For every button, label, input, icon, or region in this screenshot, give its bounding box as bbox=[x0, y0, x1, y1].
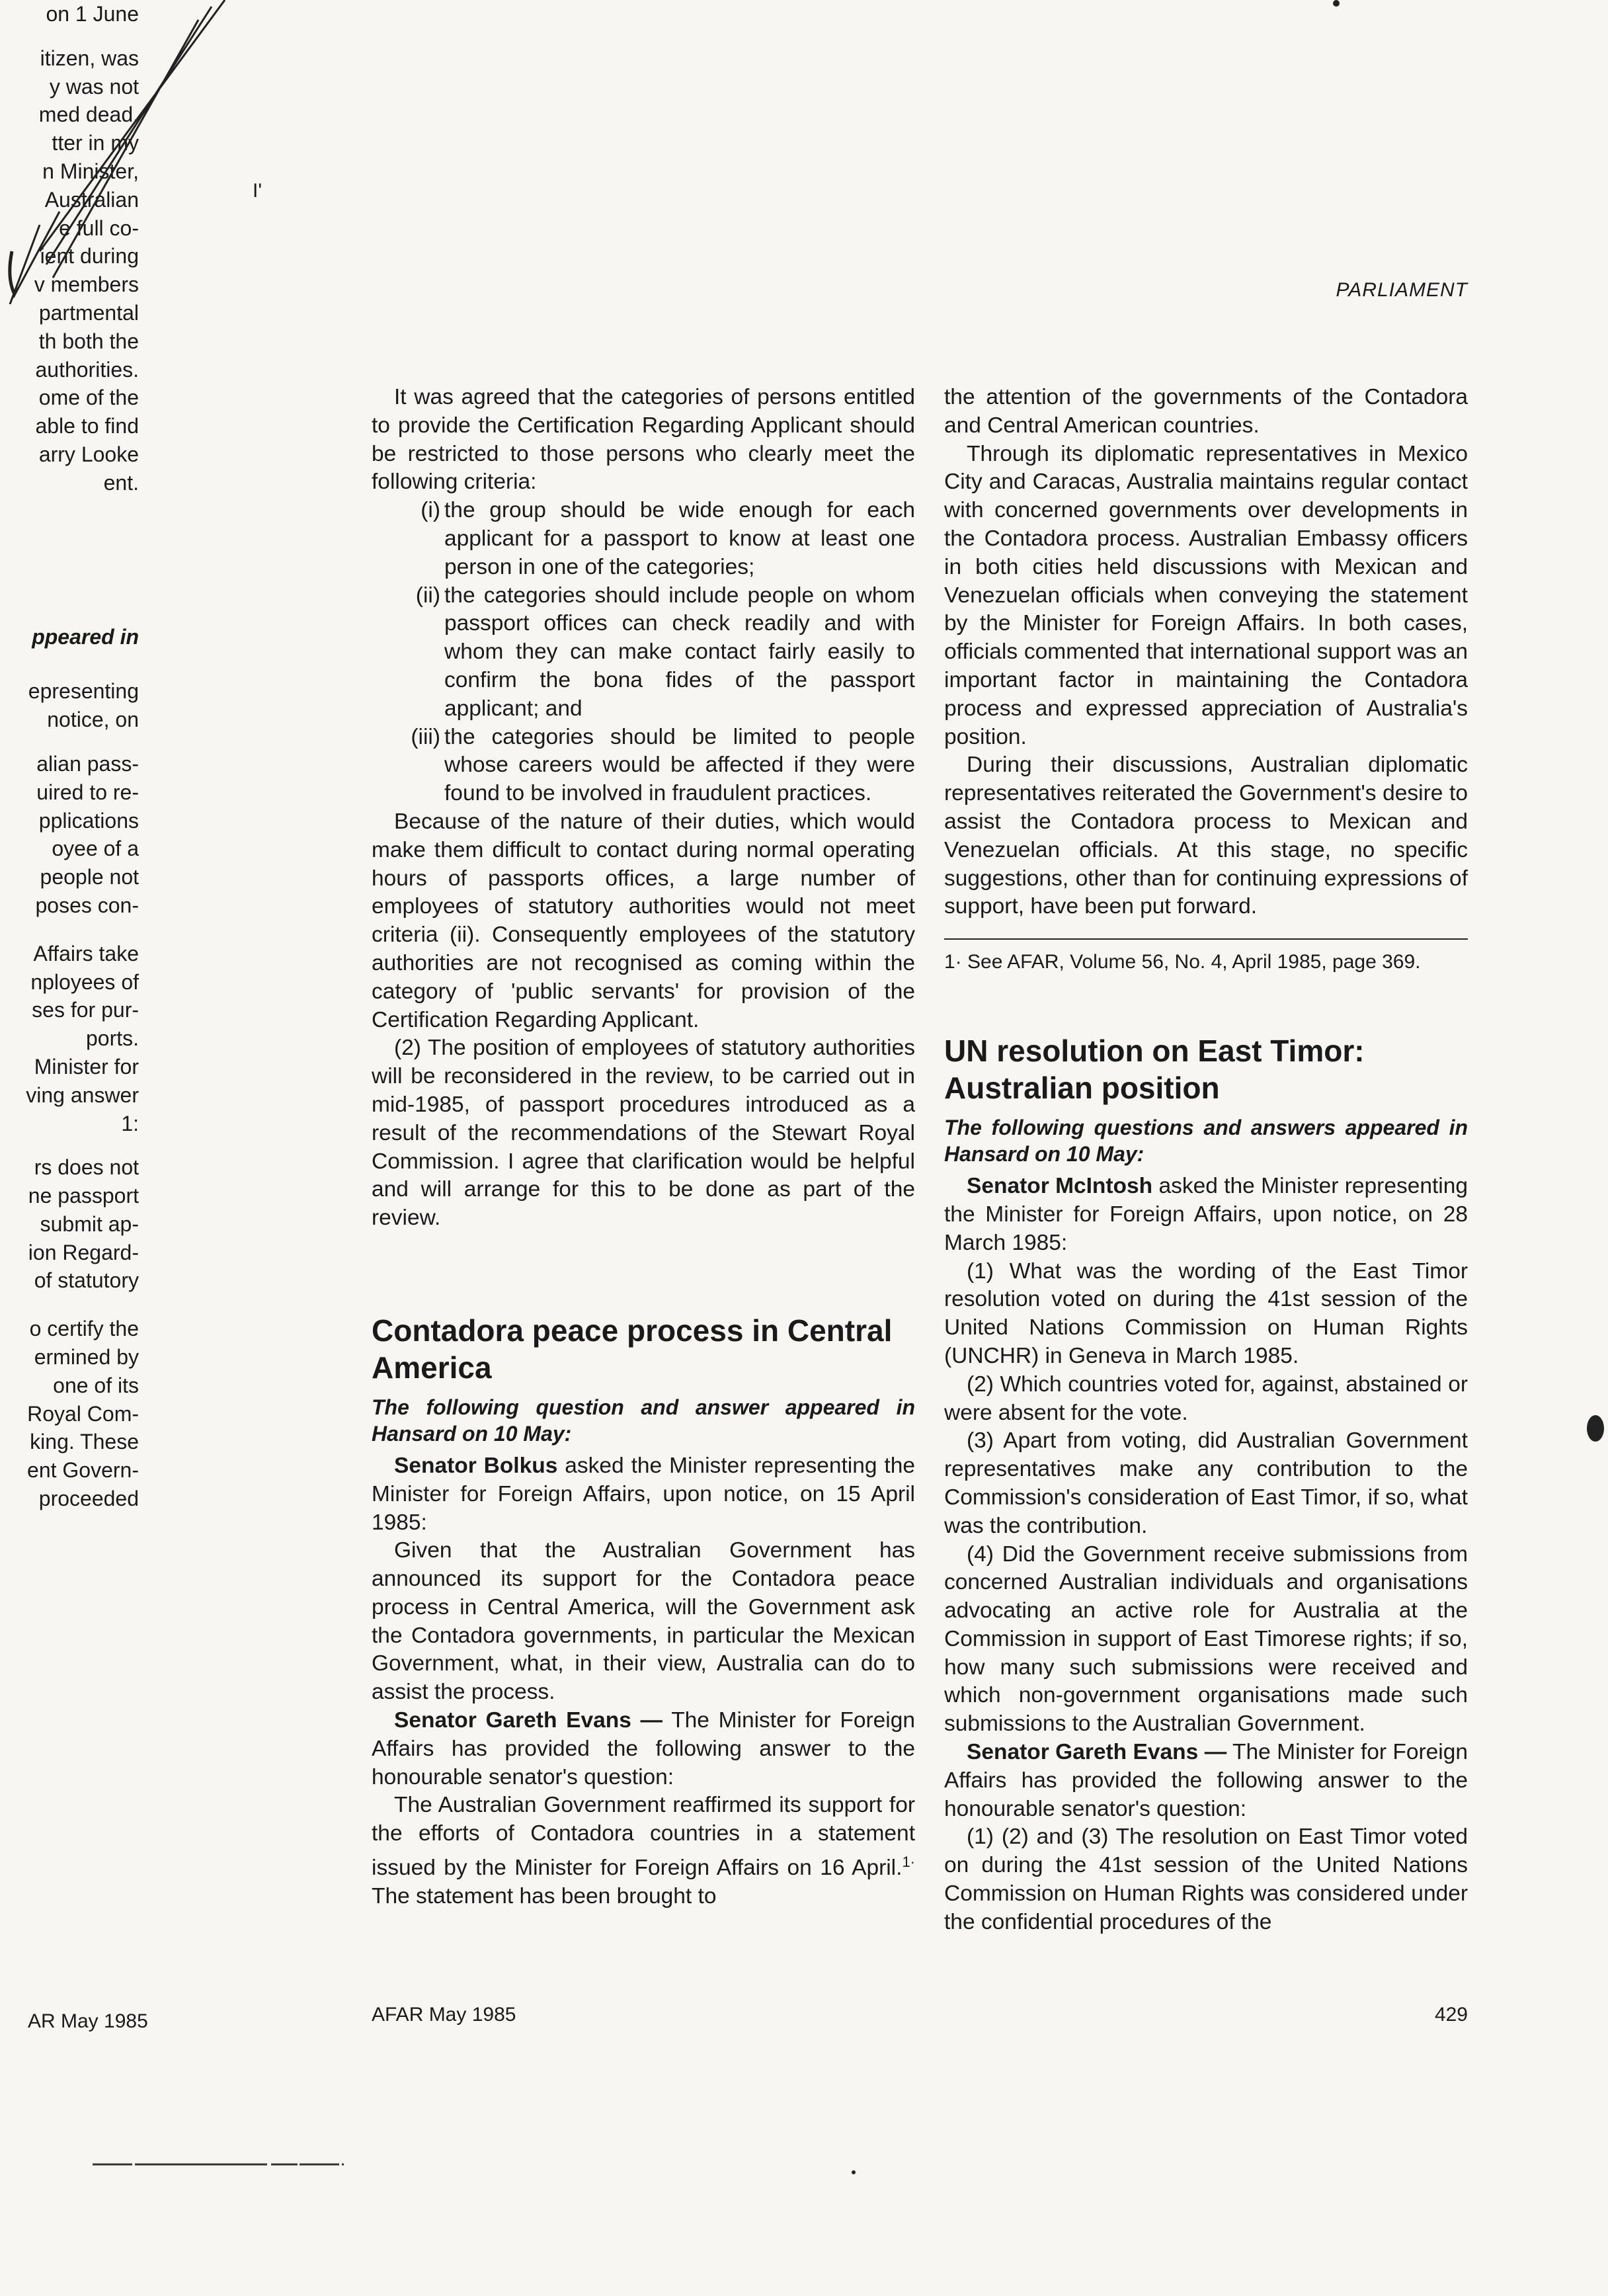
fragment-line: 1: bbox=[121, 1111, 139, 1135]
answer-text: The Minister for Foreign Affairs has provided the following answer to the honourable senator's question: bbox=[372, 1708, 916, 1789]
question-text: asked the Minister representing the Minister for Foreign Affairs, upon notice, on 15 April 1985: bbox=[372, 1453, 915, 1535]
criterion-item bbox=[372, 723, 915, 808]
fragment-line: Australian bbox=[44, 187, 139, 212]
page-footer-journal: AFAR May 1985 bbox=[372, 2004, 516, 2026]
fragment-spacer bbox=[0, 497, 139, 623]
fragment-line: uired to re- bbox=[36, 780, 139, 804]
fragment-line: of statutory bbox=[34, 1268, 139, 1293]
fragment-line: med dead. bbox=[38, 102, 139, 127]
contadora-intro: The following question and answer appeared in Hansard on 10 May: bbox=[372, 1395, 915, 1446]
fragment-spacer bbox=[0, 734, 139, 750]
fragment-line: ermined by bbox=[34, 1345, 139, 1370]
east-timor-answer bbox=[944, 1739, 1468, 1823]
fragment-spacer bbox=[0, 920, 139, 940]
scan-tick-mark: I' bbox=[253, 180, 262, 202]
review-paragraph: (2) The position of employees of statutory authorities will be reconsidered in the review, to be carried out in mid-1985, of passport procedures introduced as a result of the recommendations of the Stewart Royal Commission. I agree that clarification would be helpful and will arrange for this to be done as part of the review. bbox=[372, 1036, 915, 1231]
fragment-line: ppeared in bbox=[32, 624, 139, 649]
fragment-spacer bbox=[0, 1295, 139, 1315]
criterion-number: (ii) bbox=[415, 583, 440, 608]
fragment-line: ne passport bbox=[28, 1184, 139, 1208]
fragment-line: ome of the bbox=[38, 386, 139, 410]
discussions-paragraph: During their discussions, Australian diplomatic representatives reiterated the Government's desire to assist the Contadora process to Mexican and Venezuelan officials. At this stage, no specific suggestions, other than for continuing expressions of support, have been put forward. bbox=[944, 753, 1468, 919]
fragment-line: e full co- bbox=[59, 216, 139, 240]
question-speaker: Senator McIntosh bbox=[967, 1174, 1153, 1199]
fragment-line: ports. bbox=[85, 1026, 139, 1051]
fragment-line: ient during bbox=[40, 244, 139, 268]
fragment-line: authorities. bbox=[35, 357, 139, 382]
fragment-spacer bbox=[0, 651, 139, 677]
statutory-paragraph: Because of the nature of their duties, which would make them difficult to contact during normal operating hours of passports offices, a large number of employees of statutory authorities would not meet criteria (ii). Consequently employees of the statutory authorities are not recognised as coming within the category of 'public servants' for provision of the Certification Regarding Applicant. bbox=[372, 809, 915, 1032]
fragment-line: th both the bbox=[38, 329, 139, 353]
fragment-line: partmental bbox=[38, 300, 139, 325]
fragment-line: v members bbox=[34, 272, 139, 297]
page-number: 429 bbox=[1434, 2004, 1468, 2026]
criterion-text: the group should be wide enough for each applicant for a passport to know at least one person in one of the categories; bbox=[444, 498, 915, 579]
answer-body-text: The Australian Government reaffirmed its support for the efforts of Contadora countries in a statement issued by the Minister for Foreign Affairs on 16 April. bbox=[372, 1793, 915, 1881]
scan-speck bbox=[1587, 1415, 1604, 1442]
east-timor-heading: UN resolution on East Timor: Australian position bbox=[944, 1034, 1365, 1106]
fragment-line: people not bbox=[40, 865, 139, 889]
scan-speck bbox=[852, 2170, 856, 2174]
right-column bbox=[944, 384, 1468, 1937]
fragment-line: submit ap- bbox=[40, 1211, 139, 1236]
pen-scribble-mark bbox=[0, 0, 238, 304]
fragment-line: king. These bbox=[30, 1430, 139, 1454]
continued-paragraph: the attention of the governments of the Contadora and Central American countries. bbox=[944, 385, 1468, 438]
fragment-line: n Minister, bbox=[42, 159, 139, 183]
answer-speaker: Senator Gareth Evans — bbox=[967, 1740, 1227, 1765]
criterion-text: the categories should include people on whom passport offices can check readily and with whom they can make contact fairly easily to confirm the bona fides of the passport applicant; and bbox=[444, 583, 915, 721]
fragment-line: nployees of bbox=[30, 969, 139, 994]
fragment-line: proceeded bbox=[38, 1487, 139, 1511]
fragment-line: ses for pur- bbox=[32, 998, 139, 1022]
fragment-line: o certify the bbox=[29, 1317, 139, 1341]
question-3: (3) Apart from voting, did Australian Government representatives make any contribution to the Commission's consideration of East Timor, if so, what was the contribution. bbox=[944, 1428, 1468, 1538]
criterion-item bbox=[372, 582, 915, 723]
contadora-answer-body bbox=[372, 1791, 915, 1910]
fragment-line: oyee of a bbox=[52, 837, 139, 861]
contadora-question bbox=[372, 1452, 915, 1537]
diplomatic-paragraph: Through its diplomatic representatives in Mexico City and Caracas, Australia maintains regular contact with concerned governments over developments in the Contadora process. Australian Embassy officers in both cities held discussions with Mexican and Venezuelan officials when conveying the statement by the Minister for Foreign Affairs. In both cases, officials commented that international support was an important factor in maintaining the Contadora process and expressed appreciation of Australia's position. bbox=[944, 441, 1468, 749]
fragment-line: rs does not bbox=[34, 1155, 139, 1180]
answer-speaker: Senator Gareth Evans — bbox=[394, 1708, 663, 1733]
fragment-line: Affairs take bbox=[33, 941, 139, 965]
scan-speck bbox=[1333, 0, 1340, 7]
fragment-line: ion Regard- bbox=[28, 1240, 139, 1264]
middle-column bbox=[372, 384, 915, 1911]
fragment-line: alian pass- bbox=[36, 751, 139, 776]
question-2: (2) Which countries voted for, against, abstained or were absent for the vote. bbox=[944, 1372, 1468, 1425]
criterion-number: (iii) bbox=[411, 724, 440, 749]
criterion-number: (i) bbox=[421, 498, 440, 523]
footnote-text: See AFAR, Volume 56, No. 4, April 1985, page 369. bbox=[967, 951, 1421, 973]
fragment-line: ent. bbox=[103, 470, 139, 495]
fragment-line: poses con- bbox=[35, 893, 139, 917]
left-page-footer: AR May 1985 bbox=[28, 2010, 148, 2032]
fragment-line: arry Looke bbox=[38, 442, 139, 466]
criteria-intro-paragraph: It was agreed that the categories of persons entitled to provide the Certification Regarding Applicant should be restricted to those persons who clearly meet the following criteria: bbox=[372, 385, 915, 495]
scan-rule-artifact bbox=[93, 2162, 344, 2166]
east-timor-question bbox=[944, 1172, 1468, 1257]
fragment-line: able to find bbox=[35, 414, 139, 438]
fragment-line: y was not bbox=[49, 74, 139, 99]
question-speaker: Senator Bolkus bbox=[394, 1453, 558, 1478]
fragment-line: notice, on bbox=[47, 708, 139, 732]
fragment-line: one of its bbox=[53, 1373, 139, 1397]
footnote bbox=[944, 949, 1468, 975]
question-4: (4) Did the Government receive submissions from concerned Australian individuals and organisations advocating an active role for Australia at the Commission in support of East Timorese rights; if so, how many such submissions were received and which non-government organisations made such submissions to the Australian Government. bbox=[944, 1541, 1468, 1737]
fragment-line: tter in my bbox=[52, 131, 139, 155]
answer-body-end: The statement has been brought to bbox=[372, 1884, 717, 1909]
fragment-line: on 1 June bbox=[46, 2, 139, 26]
criterion-text: the categories should be limited to people whose careers would be affected if they were found to be involved in fraudulent practices. bbox=[444, 724, 915, 806]
fragment-line: epresenting bbox=[28, 679, 139, 704]
footnote-mark: 1· bbox=[944, 951, 962, 973]
fragment-line: pplications bbox=[38, 808, 139, 833]
answer-text: The Minister for Foreign Affairs has provided the following answer to the honourable senator's question: bbox=[944, 1740, 1468, 1821]
fragment-spacer bbox=[0, 1137, 139, 1153]
footnote-reference[interactable]: 1· bbox=[902, 1854, 915, 1871]
contadora-question-body: Given that the Australian Government has announced its support for the Contadora peace process in Central America, will the Government ask the Contadora governments, in particular the Mexican Government, what, in their view, Australia can do to assist the process. bbox=[372, 1538, 915, 1705]
east-timor-intro: The following questions and answers appeared in Hansard on 10 May: bbox=[944, 1116, 1468, 1167]
fragment-line: Royal Com- bbox=[27, 1401, 139, 1426]
fragment-line: Minister for bbox=[34, 1054, 139, 1079]
fragment-line: ving answer bbox=[26, 1083, 139, 1107]
criterion-item bbox=[372, 497, 915, 581]
contadora-answer bbox=[372, 1707, 915, 1791]
criteria-list bbox=[372, 497, 915, 808]
contadora-heading: Contadora peace process in Central America bbox=[372, 1313, 893, 1385]
fragment-line: itizen, was bbox=[40, 46, 139, 70]
question-1: (1) What was the wording of the East Timor resolution voted on during the 41st session of the United Nations Commission on Human Rights (UNCHR) in Geneva in March 1985. bbox=[944, 1258, 1468, 1368]
question-text: asked the Minister representing the Minister for Foreign Affairs, upon notice, on 28 March 1985: bbox=[944, 1174, 1468, 1255]
section-header: PARLIAMENT bbox=[1336, 279, 1468, 301]
answer-1: (1) (2) and (3) The resolution on East Timor voted on during the 41st session of the United Nations Commission on Human Rights was considered under the confidential procedures of the bbox=[944, 1824, 1468, 1934]
fragment-line: ent Govern- bbox=[27, 1458, 139, 1483]
